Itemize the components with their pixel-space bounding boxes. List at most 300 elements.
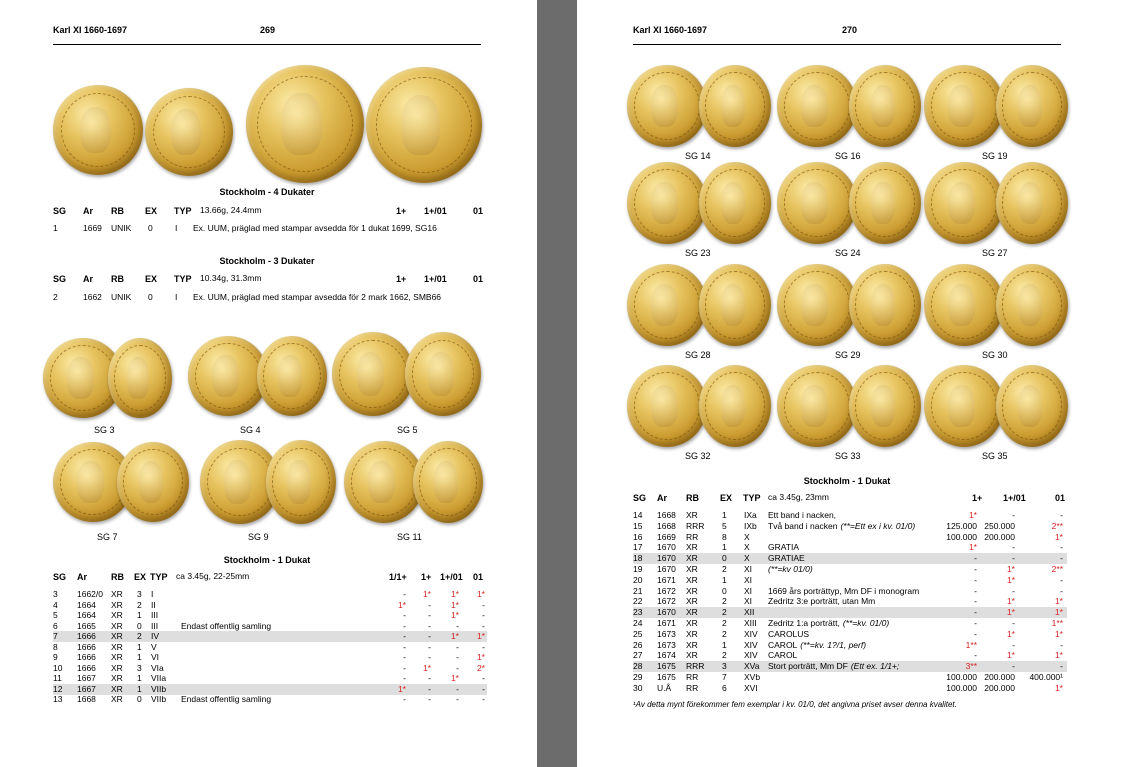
cell-price: -: [403, 589, 406, 599]
col-sg: SG: [53, 206, 67, 216]
cell-desc: Endast offentlig samling: [181, 694, 272, 704]
cell-price: 1*: [476, 589, 485, 599]
cell-sg: 20: [633, 574, 643, 585]
desc-note: (**=kv. 1?/1, perf): [800, 639, 867, 650]
cell-typ: XI: [744, 574, 753, 585]
cell-ar: 1670: [657, 553, 676, 564]
coin-image: [777, 162, 857, 244]
coin-image: [924, 365, 1004, 447]
cell-ex: 2: [137, 631, 142, 641]
cell-ar: 1662/0: [77, 589, 103, 599]
cell-ex: 8: [722, 531, 727, 542]
cell-price: -: [1012, 553, 1015, 564]
cell-price: 200.000: [984, 672, 1015, 682]
cell-sg: 14: [633, 510, 643, 520]
cell-price: -: [974, 628, 977, 639]
coin-caption: SG 9: [248, 532, 269, 542]
cell-price: -: [456, 641, 459, 652]
cell-price: 100.000: [946, 531, 977, 542]
cell-ar: 1670: [657, 564, 676, 574]
cell-price: -: [428, 620, 431, 631]
cell-price: -: [482, 641, 485, 652]
cell-price: 1*: [397, 599, 406, 610]
cell-sg: 8: [53, 641, 58, 652]
cell-typ: I: [151, 589, 154, 599]
col-ex: EX: [134, 572, 147, 582]
desc-text: CAROL: [768, 650, 798, 661]
cell-price: 1*: [1054, 650, 1063, 661]
cell-ar: 1666: [77, 641, 96, 652]
coin-image: [996, 365, 1068, 447]
coin-image: [246, 65, 364, 183]
cell-sg: 3: [53, 589, 58, 599]
cell-price: 1*: [1006, 650, 1015, 661]
cell-rb: XR: [111, 652, 123, 662]
cell-price: -: [974, 650, 977, 661]
cell-ex: 3: [137, 589, 142, 599]
cell-ar: 1674: [657, 650, 676, 661]
col-ex: EX: [720, 493, 733, 503]
cell-rb: UNIK: [111, 292, 132, 302]
coin-image: [405, 332, 481, 416]
cell-desc: [768, 542, 802, 553]
cell-price: -: [428, 631, 431, 641]
desc-note: (Ett ex. 1/1+;: [850, 661, 900, 672]
cell-ar: 1670: [657, 607, 676, 618]
cell-ex: 0: [148, 292, 153, 302]
col-sg: SG: [633, 493, 647, 503]
cell-price: 100.000: [946, 672, 977, 682]
cell-desc: [768, 640, 866, 651]
cell-ex: 0: [148, 223, 153, 233]
coin-image: [924, 162, 1004, 244]
coin-image: [699, 65, 771, 147]
cell-price: 1*: [450, 599, 459, 610]
cell-price: 1*: [422, 662, 431, 673]
cell-desc: [768, 586, 922, 597]
desc-text: Två band i nacken: [768, 520, 838, 531]
coin-image: [627, 264, 707, 346]
cell-price: -: [974, 618, 977, 628]
cell-rb: XR: [686, 650, 698, 661]
cell-rb: XR: [111, 599, 123, 610]
cell-ar: 1667: [77, 673, 96, 683]
cell-price: 1*: [1054, 531, 1063, 542]
cell-rb: XR: [111, 631, 123, 641]
cell-price: 3**: [965, 661, 977, 672]
desc-note: (**=kv. 01/0): [842, 618, 890, 628]
cell-price: -: [428, 683, 431, 694]
cell-sg: 13: [53, 694, 63, 704]
cell-price: -: [974, 553, 977, 564]
cell-ex: 6: [722, 682, 727, 693]
coin-caption: SG 14: [685, 151, 711, 161]
cell-price: 2*: [476, 662, 485, 673]
cell-ex: 7: [722, 672, 727, 682]
cell-price: 400.000¹: [1029, 672, 1063, 682]
cell-sg: 15: [633, 520, 643, 531]
cell-price: -: [1012, 618, 1015, 628]
cell-ex: 1: [137, 641, 142, 652]
col-sg: SG: [53, 274, 67, 284]
cell-typ: XI: [744, 596, 753, 607]
cell-price: -: [482, 673, 485, 683]
coin-image: [117, 442, 189, 522]
cell-rb: XR: [111, 683, 123, 694]
cell-price: -: [403, 610, 406, 620]
col-grade: 1/1+: [389, 572, 407, 582]
cell-typ: XII: [744, 607, 755, 618]
cell-price: 1*: [1054, 596, 1063, 607]
cell-price: -: [1060, 661, 1063, 672]
section-title: Stockholm - 3 Dukater: [219, 256, 315, 266]
coin-image: [699, 162, 771, 244]
cell-ex: 1: [137, 610, 142, 620]
col-rb: RB: [686, 493, 699, 503]
coin-caption: SG 33: [835, 451, 861, 461]
cell-ex: 2: [722, 628, 727, 639]
cell-price: -: [428, 652, 431, 662]
coin-image: [777, 65, 857, 147]
cell-price: 2**: [1051, 564, 1063, 574]
cell-desc: [768, 521, 915, 532]
cell-ar: 1671: [657, 618, 676, 628]
cell-rb: XR: [686, 574, 698, 585]
cell-ar: 1672: [657, 585, 676, 596]
col-typ: TYP: [174, 206, 192, 216]
cell-ex: 2: [722, 650, 727, 661]
cell-price: -: [456, 652, 459, 662]
desc-note: (**=kv 01/0): [768, 564, 813, 574]
cell-ex: 2: [137, 599, 142, 610]
cell-typ: VIIb: [151, 683, 167, 694]
cell-sg: 25: [633, 628, 643, 639]
cell-price: -: [403, 631, 406, 641]
cell-price: -: [1060, 639, 1063, 650]
cell-ar: 1662: [83, 292, 102, 302]
cell-sg: 6: [53, 620, 58, 631]
desc-text: Zedritz 3:e porträtt, utan Mm: [768, 596, 876, 607]
cell-price: -: [974, 574, 977, 585]
cell-sg: 17: [633, 542, 643, 553]
cell-rb: RR: [686, 682, 699, 693]
cell-ar: 1666: [77, 662, 96, 673]
coin-caption: SG 30: [982, 350, 1008, 360]
desc-note: (**=Ett ex i kv. 01/0): [840, 520, 916, 531]
cell-price: -: [1012, 542, 1015, 553]
col-ar: Ar: [83, 206, 94, 216]
cell-ar: 1664: [77, 599, 96, 610]
coin-image: [188, 336, 268, 416]
coin-image: [924, 264, 1004, 346]
desc-text: Stort porträtt, Mm DF: [768, 661, 848, 672]
cell-price: 1**: [1051, 618, 1063, 628]
cell-price: -: [974, 607, 977, 618]
cell-sg: 28: [633, 661, 643, 672]
cell-rb: RRR: [686, 661, 705, 672]
cell-sg: 11: [53, 673, 62, 683]
cell-price: -: [1012, 639, 1015, 650]
cell-price: 1*: [450, 589, 459, 599]
header-rule: [53, 44, 481, 45]
cell-ar: 1675: [657, 672, 676, 682]
cell-ex: 0: [722, 585, 727, 596]
cell-price: 200.000: [984, 682, 1015, 693]
cell-desc: [768, 618, 889, 629]
coin-image: [366, 67, 482, 183]
coin-caption: SG 27: [982, 248, 1008, 258]
cell-price: 125.000: [946, 520, 977, 531]
cell-price: -: [403, 652, 406, 662]
cell-price: 200.000: [984, 531, 1015, 542]
section-title: Stockholm - 1 Dukat: [223, 555, 311, 565]
cell-ar: 1668: [657, 510, 676, 520]
cell-price: -: [428, 641, 431, 652]
cell-typ: XVI: [744, 682, 758, 693]
cell-price: -: [1060, 510, 1063, 520]
cell-rb: XR: [111, 694, 123, 704]
cell-price: 1*: [1054, 607, 1063, 618]
cell-typ: XI: [744, 564, 753, 574]
col-ex: EX: [145, 274, 158, 284]
coin-caption: SG 28: [685, 350, 711, 360]
cell-rb: RR: [686, 531, 699, 542]
cell-ex: 1: [137, 652, 142, 662]
cell-price: 1**: [965, 639, 977, 650]
cell-price: -: [1012, 585, 1015, 596]
col-grade: 01: [473, 206, 484, 216]
cell-rb: XR: [111, 620, 123, 631]
cell-sg: 7: [53, 631, 58, 641]
cell-rb: XR: [686, 639, 698, 650]
cell-ar: 1668: [77, 694, 96, 704]
col-grade: 1+: [972, 493, 983, 503]
right-page: [577, 0, 1121, 767]
cell-rb: XR: [686, 618, 698, 628]
cell-ex: 0: [137, 620, 142, 631]
cell-ex: 1: [137, 673, 142, 683]
cell-sg: 21: [633, 585, 643, 596]
cell-rb: XR: [686, 607, 698, 618]
cell-sg: 18: [633, 553, 643, 564]
col-grade: 01: [473, 572, 484, 582]
col-grade: 1+/01: [424, 274, 447, 284]
coin-image: [777, 365, 857, 447]
cell-ar: 1671: [657, 574, 676, 585]
section-title: Stockholm - 1 Dukat: [803, 476, 891, 486]
cell-ex: 1: [722, 510, 727, 520]
cell-ar: 1672: [657, 596, 676, 607]
coin-image: [627, 162, 707, 244]
cell-typ: VIIa: [151, 673, 167, 683]
page-number: 269: [260, 25, 276, 35]
col-grade: 01: [1055, 493, 1066, 503]
cell-price: -: [456, 683, 459, 694]
col-spec: ca 3.45g, 22-25mm: [176, 571, 250, 581]
cell-ar: U.Å: [657, 682, 672, 693]
coin-image: [849, 65, 921, 147]
coin-image: [266, 440, 336, 524]
desc-text: GRATIA: [768, 542, 800, 553]
cell-price: -: [1060, 542, 1063, 553]
coin-caption: SG 23: [685, 248, 711, 258]
cell-price: 1*: [476, 631, 485, 641]
coin-image: [849, 264, 921, 346]
cell-price: 1*: [968, 542, 977, 553]
coin-caption: SG 11: [397, 532, 422, 542]
cell-price: -: [482, 683, 485, 694]
cell-typ: XIV: [744, 639, 758, 650]
cell-sg: 24: [633, 618, 643, 628]
cell-price: 1*: [1006, 564, 1015, 574]
cell-rb: XR: [686, 596, 698, 607]
cell-typ: I: [175, 223, 178, 233]
cell-price: -: [1060, 585, 1063, 596]
cell-price: -: [456, 620, 459, 631]
coin-caption: SG 7: [97, 532, 118, 542]
cell-ar: 1668: [657, 520, 676, 531]
col-sg: SG: [53, 572, 67, 582]
coin-caption: SG 19: [982, 151, 1008, 161]
cell-rb: UNIK: [111, 223, 132, 233]
cell-ar: 1670: [657, 542, 676, 553]
coin-image: [332, 332, 414, 416]
cell-sg: 22: [633, 596, 643, 607]
cell-typ: VIa: [151, 662, 164, 673]
left-page: [0, 0, 537, 767]
col-grade: 1+/01: [424, 206, 447, 216]
desc-text: 1669 års porträttyp, Mm DF i monogram: [768, 585, 920, 596]
col-grade: 01: [473, 274, 484, 284]
cell-typ: XI: [744, 585, 753, 596]
coin-caption: SG 32: [685, 451, 711, 461]
coin-image: [413, 441, 483, 523]
cell-price: -: [428, 673, 431, 683]
cell-typ: IXb: [744, 520, 757, 531]
cell-price: 250.000: [984, 520, 1015, 531]
cell-desc: Ex. UUM, präglad med stampar avsedda för 1 dukat 1699, SG16: [193, 223, 437, 233]
cell-price: -: [403, 662, 406, 673]
cell-ar: 1673: [657, 628, 676, 639]
coin-caption: SG 5: [397, 425, 418, 435]
cell-desc: [768, 661, 899, 672]
col-ar: Ar: [83, 274, 94, 284]
cell-sg: 23: [633, 607, 643, 618]
cell-typ: XIV: [744, 650, 758, 661]
cell-rb: XR: [111, 641, 123, 652]
cell-ex: 1: [722, 574, 727, 585]
cell-price: -: [428, 599, 431, 610]
cell-price: -: [428, 694, 431, 704]
cell-price: -: [482, 610, 485, 620]
cell-typ: III: [151, 620, 159, 631]
cell-ar: 1673: [657, 639, 676, 650]
col-ar: Ar: [657, 493, 668, 503]
cell-price: 1*: [1006, 596, 1015, 607]
cell-typ: V: [151, 641, 157, 652]
col-spec: ca 3.45g, 23mm: [768, 492, 829, 502]
coin-image: [996, 162, 1068, 244]
cell-typ: XVb: [744, 672, 761, 682]
cell-sg: 9: [53, 652, 58, 662]
cell-typ: III: [151, 610, 159, 620]
cell-typ: VIIb: [151, 694, 167, 704]
coin-image: [257, 336, 327, 416]
page-header-title: Karl XI 1660-1697: [633, 25, 708, 35]
cell-ex: 1: [722, 639, 727, 650]
cell-typ: X: [744, 542, 750, 553]
cell-sg: 12: [53, 683, 63, 694]
cell-sg: 16: [633, 531, 643, 542]
page-header-title: Karl XI 1660-1697: [53, 25, 128, 35]
coin-image: [627, 365, 707, 447]
cell-typ: II: [151, 599, 156, 610]
desc-text: CAROLUS: [768, 628, 810, 639]
col-grade: 1+: [396, 274, 407, 284]
cell-price: 1*: [450, 631, 459, 641]
cell-rb: XR: [111, 673, 123, 683]
cell-price: 100.000: [946, 682, 977, 693]
cell-price: 1*: [422, 589, 431, 599]
cell-typ: I: [175, 292, 178, 302]
cell-price: -: [403, 641, 406, 652]
col-rb: RB: [111, 572, 124, 582]
cell-price: -: [456, 694, 459, 704]
col-ex: EX: [145, 206, 158, 216]
cell-rb: XR: [111, 610, 123, 620]
cell-price: -: [403, 620, 406, 631]
cell-price: -: [482, 599, 485, 610]
cell-ar: 1665: [77, 620, 96, 631]
cell-ex: 2: [722, 564, 727, 574]
cell-ex: 2: [722, 618, 727, 628]
cell-desc: Ex. UUM, präglad med stampar avsedda för 2 mark 1662, SMB66: [193, 292, 442, 302]
cell-rb: XR: [686, 585, 698, 596]
cell-typ: X: [744, 531, 750, 542]
section-title: Stockholm - 4 Dukater: [219, 187, 315, 197]
cell-rb: RRR: [686, 520, 705, 531]
cell-typ: XIII: [744, 618, 757, 628]
cell-desc: [768, 564, 813, 575]
header-rule: [633, 44, 1061, 45]
cell-sg: 4: [53, 599, 58, 610]
cell-ex: 3: [137, 662, 142, 673]
coin-image: [996, 264, 1068, 346]
coin-caption: SG 24: [835, 248, 861, 258]
desc-text: Zedritz 1:a porträtt,: [768, 618, 840, 628]
cell-price: -: [974, 564, 977, 574]
cell-ar: 1675: [657, 661, 676, 672]
coin-caption: SG 16: [835, 151, 861, 161]
cell-rb: XR: [111, 589, 123, 599]
col-grade: 1+: [396, 206, 407, 216]
cell-price: -: [482, 620, 485, 631]
col-typ: TYP: [743, 493, 761, 503]
cell-price: 1*: [1054, 682, 1063, 693]
coin-image: [996, 65, 1068, 147]
cell-typ: VI: [151, 652, 160, 662]
cell-ex: 2: [722, 596, 727, 607]
cell-rb: XR: [686, 510, 698, 520]
cell-price: 1*: [1006, 574, 1015, 585]
cell-price: -: [456, 662, 459, 673]
cell-desc: Endast offentlig samling: [181, 620, 272, 631]
cell-price: -: [1012, 510, 1015, 520]
cell-rb: XR: [111, 662, 123, 673]
cell-sg: 19: [633, 564, 643, 574]
cell-ar: 1666: [77, 631, 96, 641]
cell-desc: [768, 510, 839, 521]
